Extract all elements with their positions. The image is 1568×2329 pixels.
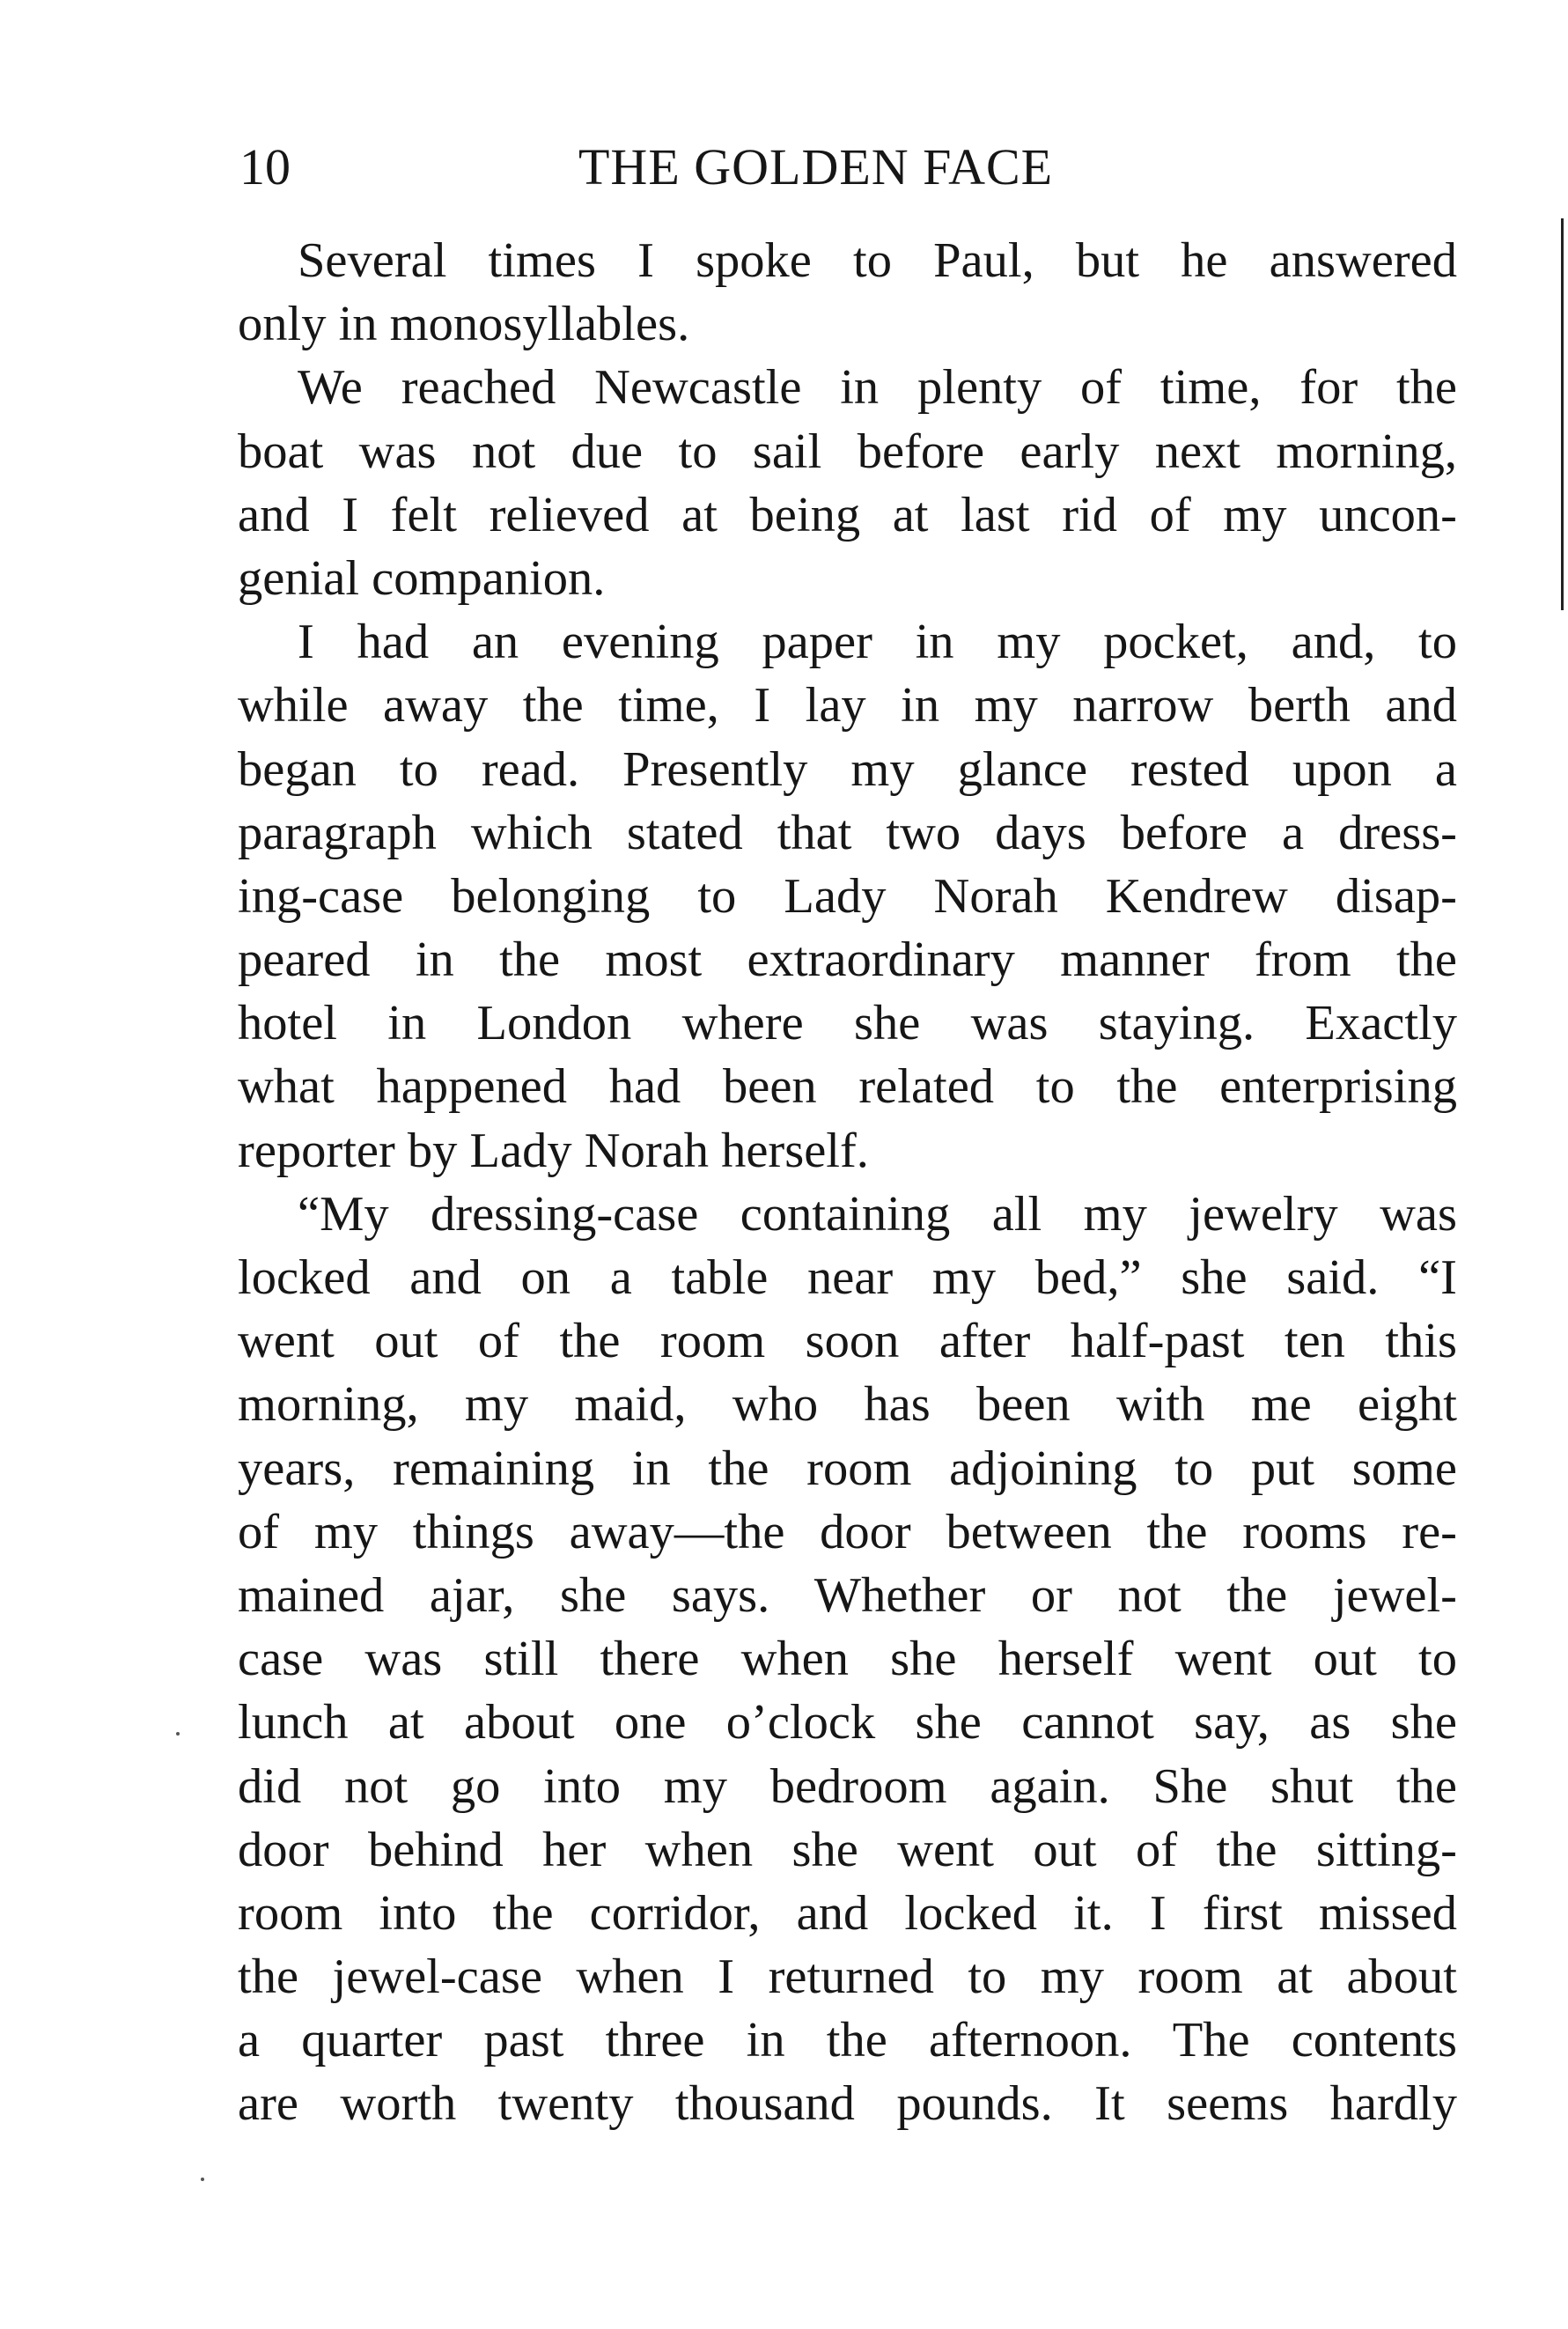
text-line: a quarter past three in the afternoon. The contents: [238, 2013, 1457, 2068]
text-line: while away the time, I lay in my narrow berth and: [238, 678, 1457, 733]
text-line: and I felt relieved at being at last rid of my uncon-: [238, 487, 1457, 542]
text-line: hotel in London where she was staying. Exactly: [238, 996, 1457, 1051]
text-line: I had an evening paper in my pocket, and, to: [298, 615, 1457, 670]
text-line: door behind her when she went out of the sitting-: [238, 1822, 1457, 1877]
text-line: peared in the most extraordinary manner from the: [238, 932, 1457, 988]
text-line: began to read. Presently my glance rested upon a: [238, 741, 1457, 797]
page-header: [239, 132, 1456, 203]
text-line: went out of the room soon after half-past ten this: [238, 1314, 1457, 1369]
text-line: boat was not due to sail before early next morning,: [238, 424, 1457, 479]
body-text: [238, 229, 1457, 2136]
text-line: paragraph which stated that two days before a dress-: [238, 805, 1457, 860]
text-line: case was still there when she herself went out to: [238, 1632, 1457, 1687]
text-line: only in monosyllables.: [238, 297, 690, 352]
ink-speck: [201, 2178, 204, 2181]
text-line: locked and on a table near my bed,” she said. “I: [238, 1250, 1457, 1305]
text-line: room into the corridor, and locked it. I first missed: [238, 1885, 1457, 1941]
text-line: are worth twenty thousand pounds. It seems hardly: [238, 2076, 1457, 2132]
text-line: mained ajar, she says. Whether or not the jewel-: [238, 1567, 1457, 1623]
running-title: THE GOLDEN FACE: [578, 138, 1054, 195]
text-line: “My dressing-case containing all my jewelry was: [298, 1186, 1457, 1242]
text-line: morning, my maid, who has been with me eight: [238, 1377, 1457, 1433]
text-line: years, remaining in the room adjoining to put some: [238, 1441, 1457, 1496]
page-edge-rule: [1561, 218, 1564, 610]
text-line: lunch at about one o’clock she cannot say, as she: [238, 1695, 1457, 1750]
text-line: of my things away—the door between the rooms re-: [238, 1504, 1457, 1559]
text-line: Several times I spoke to Paul, but he answered: [298, 233, 1457, 288]
text-line: We reached Newcastle in plenty of time, for the: [298, 360, 1457, 416]
text-line: reporter by Lady Norah herself.: [238, 1123, 869, 1178]
page-number: 10: [239, 138, 291, 195]
text-line: what happened had been related to the enterprising: [238, 1059, 1457, 1115]
text-line: the jewel-case when I returned to my room at about: [238, 1949, 1457, 2005]
ink-speck: [176, 1732, 180, 1736]
text-line: genial companion.: [238, 550, 606, 606]
text-line: did not go into my bedroom again. She shut the: [238, 1758, 1457, 1814]
text-line: ing-case belonging to Lady Norah Kendrew disap-: [238, 868, 1457, 924]
